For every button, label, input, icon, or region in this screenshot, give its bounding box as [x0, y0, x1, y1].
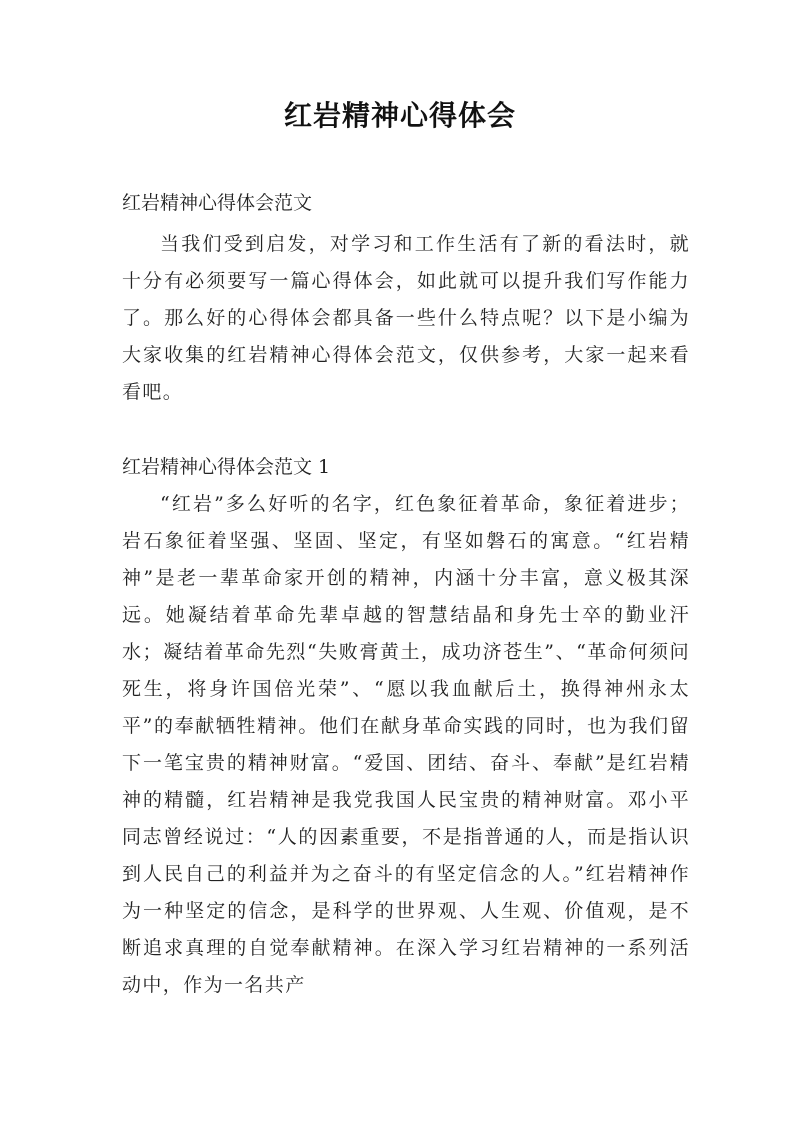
- body-paragraph: “红岩”多么好听的名字，红色象征着革命，象征着进步；岩石象征着坚强、坚固、坚定，有坚如磐石的寓意。“红岩精神”是老一辈革命家开创的精神，内涵十分丰富，意义极其深远。她凝结着革命先辈卓越的智慧结晶和身先士卒的勤业汗水；凝结着革命先烈“失败膏黄土，成功济苍生”、“革命何须问死生，将身许国倍光荣”、“愿以我血献后土，换得神州永太平”的奉献牺牲精神。他们在献身革命实践的同时，也为我们留下一笔宝贵的精神财富。“爱国、团结、奋斗、奉献”是红岩精神的精髓，红岩精神是我党我国人民宝贵的精神财富。邓小平同志曾经说过：“人的因素重要，不是指普通的人，而是指认识到人民自己的利益并为之奋斗的有坚定信念的人。”红岩精神作为一种坚定的信念，是科学的世界观、人生观、价值观，是不断追求真理的自觉奉献精神。在深入学习红岩精神的一系列活动中，作为一名共产: [122, 493, 690, 996]
- intro-paragraph: 当我们受到启发，对学习和工作生活有了新的看法时，就十分有必须要写一篇心得体会，如此就可以提升我们写作能力了。那么好的心得体会都具备一些什么特点呢？以下是小编为大家收集的红岩精神心得体会范文，仅供参考，大家一起来看看吧。: [122, 233, 690, 403]
- section-heading-2: 红岩精神心得体会范文 1: [122, 456, 331, 478]
- section-heading-1: 红岩精神心得体会范文: [122, 192, 313, 214]
- page-title: 红岩精神心得体会: [283, 99, 516, 132]
